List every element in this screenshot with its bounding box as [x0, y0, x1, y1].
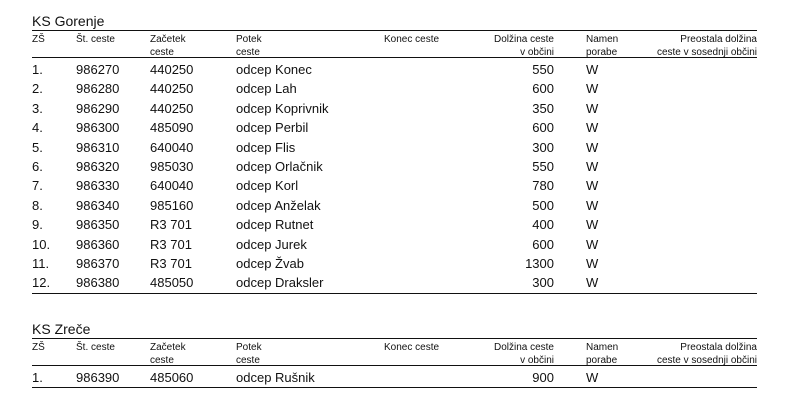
cell-zacetek: 640040 — [150, 178, 194, 194]
cell-st-ceste: 986330 — [76, 178, 120, 194]
header-st-ceste: Št. ceste — [76, 34, 115, 45]
cell-dolzina: 1300 — [525, 255, 554, 271]
cell-dolzina: 400 — [532, 217, 554, 233]
cell-zacetek: R3 701 — [150, 255, 192, 271]
cell-st-ceste: 986270 — [76, 62, 120, 77]
header-potek: Potek ceste — [236, 34, 262, 58]
cell-zs: 11. — [32, 255, 50, 271]
cell-zs: 1. — [32, 370, 43, 385]
cell-st-ceste: 986300 — [76, 120, 120, 136]
header-zacetek: Začetek ceste — [150, 342, 186, 366]
table-row — [32, 60, 757, 79]
table-row — [32, 235, 757, 254]
cell-potek: odcep Orlačnik — [236, 158, 323, 174]
cell-namen: W — [586, 255, 599, 271]
cell-zs: 3. — [32, 100, 43, 116]
header-zacetek: Začetek ceste — [150, 34, 186, 58]
table-row — [32, 138, 757, 157]
header-rule-top — [32, 30, 757, 31]
cell-zs: 10. — [32, 236, 51, 252]
cell-potek: odcep Anželak — [236, 197, 321, 213]
section-title: KS Zreče — [32, 321, 91, 337]
cell-namen: W — [586, 370, 599, 385]
table-header — [32, 338, 757, 366]
header-namen: Namen porabe — [586, 34, 619, 58]
cell-dolzina: 900 — [532, 370, 554, 385]
cell-dolzina: 300 — [532, 275, 554, 291]
cell-zacetek: 440250 — [150, 81, 194, 97]
header-preostala: Preostala dolžina ceste v sosednji občini — [656, 34, 757, 58]
cell-dolzina: 600 — [532, 81, 554, 97]
header-konec: Konec ceste — [384, 34, 440, 45]
cell-zs: 8. — [32, 197, 43, 213]
cell-namen: W — [586, 62, 599, 77]
header-dolzina: Dolžina ceste v občini — [493, 34, 554, 58]
cell-st-ceste: 986380 — [76, 275, 120, 291]
header-preostala: Preostala dolžina ceste v sosednji občini — [656, 342, 757, 366]
table-row — [32, 176, 757, 195]
table-row — [32, 254, 757, 273]
header-st-ceste: Št. ceste — [76, 342, 115, 353]
cell-namen: W — [586, 217, 599, 233]
cell-potek: odcep Konec — [236, 62, 312, 77]
cell-namen: W — [586, 120, 599, 136]
cell-potek: odcep Koprivnik — [236, 100, 329, 116]
cell-zacetek: 440250 — [150, 100, 194, 116]
table-body — [32, 58, 757, 293]
header-dolzina: Dolžina ceste v občini — [493, 342, 554, 366]
cell-zacetek: R3 701 — [150, 236, 192, 252]
cell-st-ceste: 986390 — [76, 370, 120, 385]
header-zs: ZŠ — [32, 342, 45, 353]
cell-namen: W — [586, 197, 599, 213]
cell-st-ceste: 986340 — [76, 197, 120, 213]
cell-potek: odcep Perbil — [236, 120, 309, 136]
cell-zacetek: 440250 — [150, 62, 194, 77]
table-row — [32, 215, 757, 234]
cell-dolzina: 300 — [532, 139, 554, 155]
table-row — [32, 368, 757, 387]
table-row — [32, 99, 757, 118]
header-namen: Namen porabe — [586, 342, 619, 366]
cell-zs: 7. — [32, 178, 43, 194]
cell-potek: odcep Draksler — [236, 275, 324, 291]
table-bottom-rule — [32, 293, 757, 294]
cell-dolzina: 600 — [532, 120, 554, 136]
table-header — [32, 30, 757, 58]
table-row — [32, 157, 757, 176]
cell-zacetek: 485090 — [150, 120, 194, 136]
header-potek: Potek ceste — [236, 342, 262, 366]
cell-namen: W — [586, 139, 599, 155]
table-row — [32, 196, 757, 215]
cell-st-ceste: 986350 — [76, 217, 120, 233]
table-body — [32, 366, 757, 387]
header-zs: ZŠ — [32, 34, 45, 45]
section-ks-gorenje — [32, 13, 757, 293]
cell-zacetek: 985030 — [150, 158, 194, 174]
cell-dolzina: 780 — [532, 178, 554, 194]
cell-potek: odcep Rušnik — [236, 370, 315, 385]
cell-st-ceste: 986360 — [76, 236, 120, 252]
cell-potek: odcep Lah — [236, 81, 297, 97]
cell-potek: odcep Flis — [236, 139, 296, 155]
cell-zs: 9. — [32, 217, 43, 233]
table-row — [32, 118, 757, 137]
cell-zs: 1. — [32, 62, 43, 77]
cell-potek: odcep Žvab — [236, 255, 304, 271]
cell-zacetek: 485060 — [150, 370, 194, 385]
cell-zs: 2. — [32, 81, 43, 97]
cell-st-ceste: 986320 — [76, 158, 120, 174]
header-konec: Konec ceste — [384, 342, 440, 353]
cell-zacetek: 985160 — [150, 197, 194, 213]
cell-potek: odcep Korl — [236, 178, 299, 194]
cell-dolzina: 600 — [532, 236, 554, 252]
cell-namen: W — [586, 178, 599, 194]
cell-zs: 4. — [32, 120, 43, 136]
table-bottom-rule — [32, 387, 757, 388]
cell-dolzina: 500 — [532, 197, 554, 213]
cell-namen: W — [586, 236, 599, 252]
cell-dolzina: 350 — [532, 100, 554, 116]
cell-namen: W — [586, 158, 599, 174]
section-ks-zrece — [32, 321, 757, 387]
cell-dolzina: 550 — [532, 62, 554, 77]
cell-zacetek: R3 701 — [150, 217, 192, 233]
cell-potek: odcep Rutnet — [236, 217, 314, 233]
cell-zs: 6. — [32, 158, 43, 174]
cell-st-ceste: 986370 — [76, 255, 120, 271]
cell-potek: odcep Jurek — [236, 236, 307, 252]
cell-zacetek: 485050 — [150, 275, 194, 291]
table-row — [32, 79, 757, 98]
cell-dolzina: 550 — [532, 158, 554, 174]
table-row — [32, 273, 757, 292]
cell-namen: W — [586, 100, 599, 116]
cell-namen: W — [586, 275, 599, 291]
header-rule-top — [32, 338, 757, 339]
cell-st-ceste: 986280 — [76, 81, 120, 97]
section-title: KS Gorenje — [32, 13, 105, 29]
cell-st-ceste: 986310 — [76, 139, 120, 155]
cell-zs: 5. — [32, 139, 43, 155]
cell-namen: W — [586, 81, 599, 97]
cell-st-ceste: 986290 — [76, 100, 120, 116]
cell-zs: 12. — [32, 275, 51, 291]
cell-zacetek: 640040 — [150, 139, 194, 155]
